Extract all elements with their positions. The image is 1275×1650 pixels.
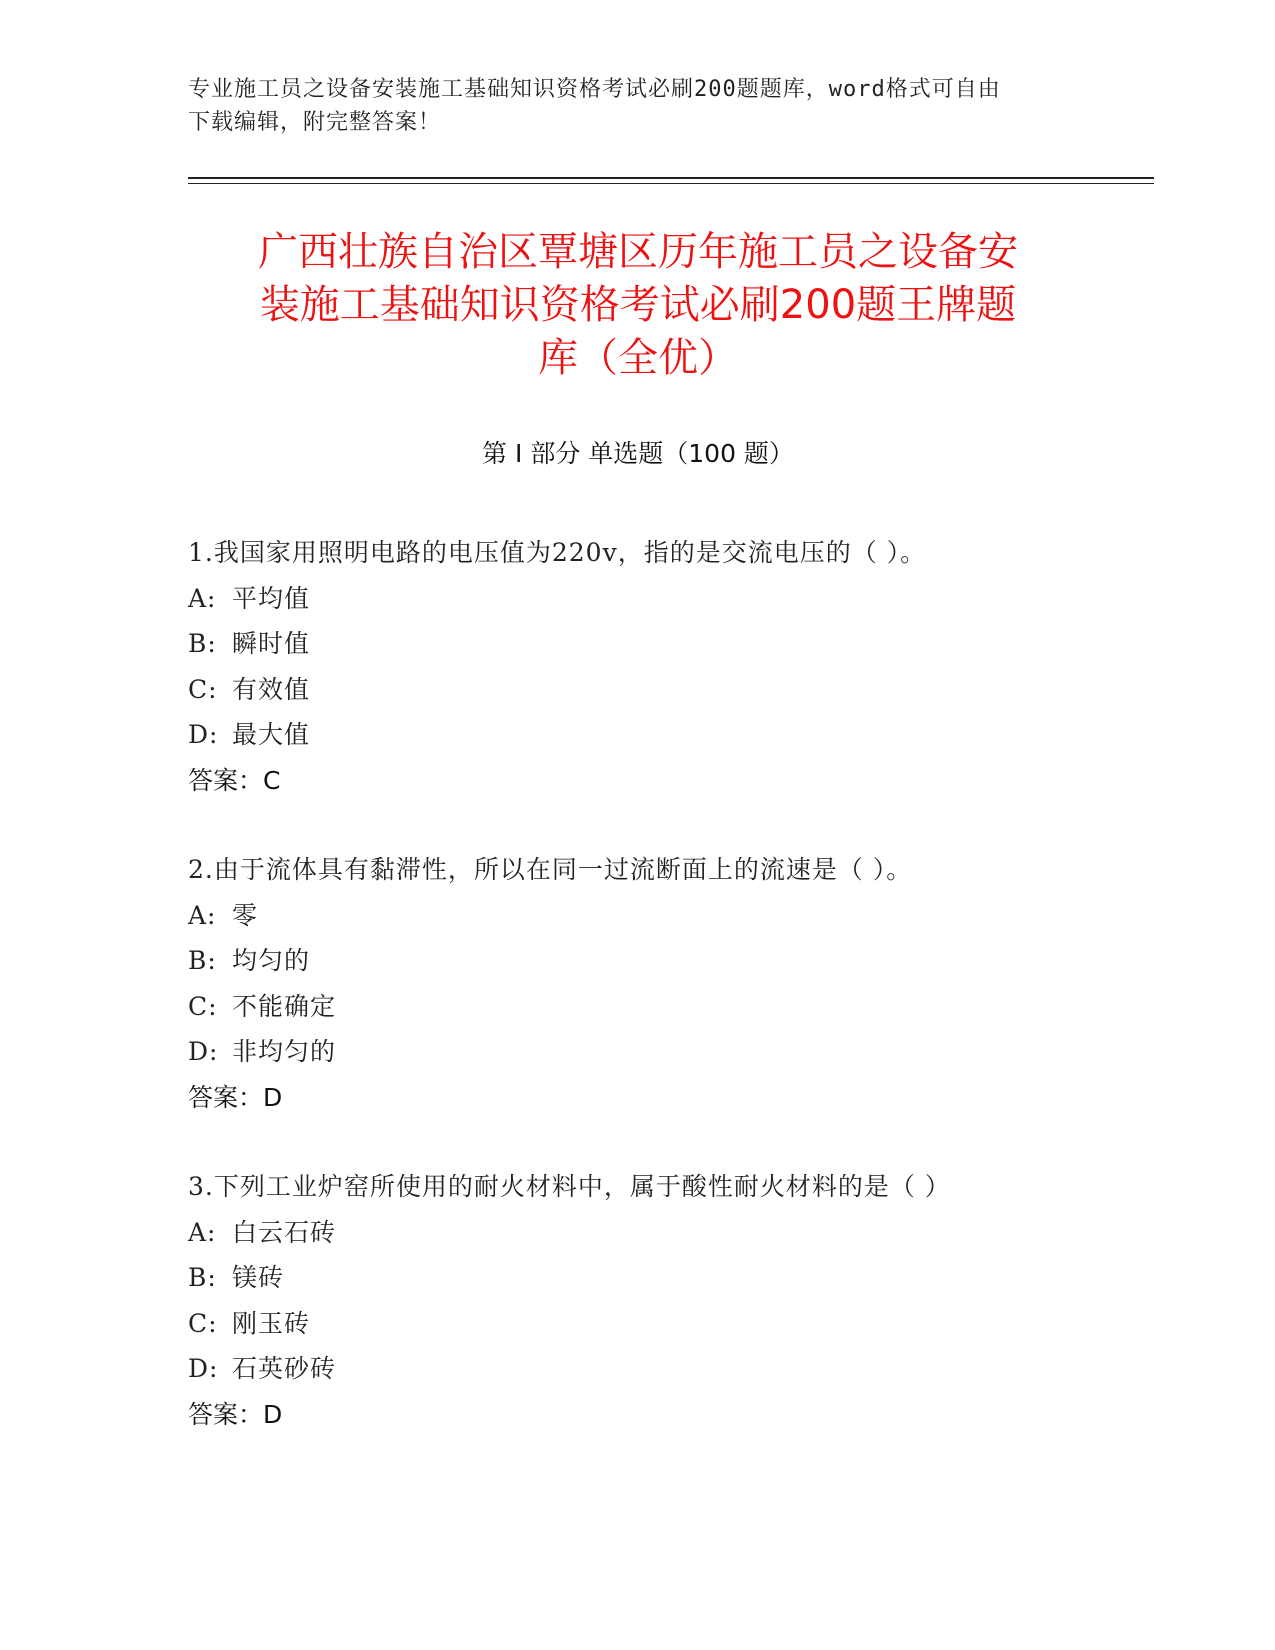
option-key: A:	[188, 583, 217, 613]
option-key: D:	[188, 1354, 219, 1383]
question-1	[188, 530, 1148, 803]
option-key: A:	[188, 900, 217, 930]
header-note-line-1: 专业施工员之设备安装施工基础知识资格考试必刷200题题库，word格式可自由	[188, 77, 1001, 102]
option-b	[188, 621, 1148, 667]
question-3	[188, 1164, 1148, 1437]
option-d	[188, 1346, 1148, 1392]
option-text: 石英砂砖	[232, 1354, 337, 1383]
option-text: 均匀的	[232, 946, 311, 975]
option-text: 零	[232, 900, 259, 930]
option-a	[188, 1210, 1148, 1256]
title-line-1: 广西壮族自治区覃塘区历年施工员之设备安	[258, 229, 1018, 275]
answer-line: 答案：D	[188, 1082, 283, 1112]
document-title	[188, 226, 1088, 385]
section-heading: 第 I 部分 单选题（100 题）	[482, 439, 794, 468]
header-note-line-2: 下载编辑，附完整答案！	[188, 110, 442, 135]
question-list	[188, 530, 1148, 1481]
option-text: 不能确定	[232, 991, 337, 1021]
option-key: B:	[188, 629, 217, 658]
header-divider-thin	[188, 183, 1154, 184]
header-divider-thick	[188, 177, 1154, 179]
answer-line: 答案：C	[188, 765, 281, 795]
option-c	[188, 984, 1148, 1030]
option-text: 刚玉砖	[232, 1308, 311, 1338]
option-a	[188, 893, 1148, 939]
option-key: A:	[188, 1217, 217, 1247]
option-key: C:	[188, 991, 218, 1021]
option-b	[188, 1255, 1148, 1301]
option-text: 有效值	[232, 674, 311, 704]
option-key: B:	[188, 1263, 217, 1292]
option-text: 白云石砖	[232, 1217, 337, 1247]
header-note	[188, 73, 1088, 139]
option-text: 平均值	[232, 583, 311, 613]
option-a	[188, 576, 1148, 622]
title-line-3: 库（全优）	[538, 335, 738, 381]
question-2	[188, 847, 1148, 1120]
option-key: B:	[188, 946, 217, 975]
option-c	[188, 667, 1148, 713]
title-line-2: 装施工基础知识资格考试必刷200题王牌题	[259, 282, 1017, 328]
question-stem: 1.我国家用照明电路的电压值为220v，指的是交流电压的（ ）。	[188, 538, 927, 567]
option-d	[188, 1029, 1148, 1075]
option-b	[188, 938, 1148, 984]
option-d	[188, 712, 1148, 758]
option-text: 瞬时值	[232, 629, 311, 658]
option-key: C:	[188, 1308, 218, 1338]
option-key: C:	[188, 674, 218, 704]
question-stem: 3.下列工业炉窑所使用的耐火材料中，属于酸性耐火材料的是（ ）	[188, 1172, 951, 1201]
option-key: D:	[188, 720, 219, 749]
question-stem: 2.由于流体具有黏滞性，所以在同一过流断面上的流速是（ ）。	[188, 855, 913, 884]
option-key: D:	[188, 1037, 219, 1066]
option-c	[188, 1301, 1148, 1347]
option-text: 非均匀的	[232, 1037, 337, 1066]
option-text: 镁砖	[232, 1263, 285, 1292]
option-text: 最大值	[232, 720, 311, 749]
answer-line: 答案：D	[188, 1399, 283, 1429]
